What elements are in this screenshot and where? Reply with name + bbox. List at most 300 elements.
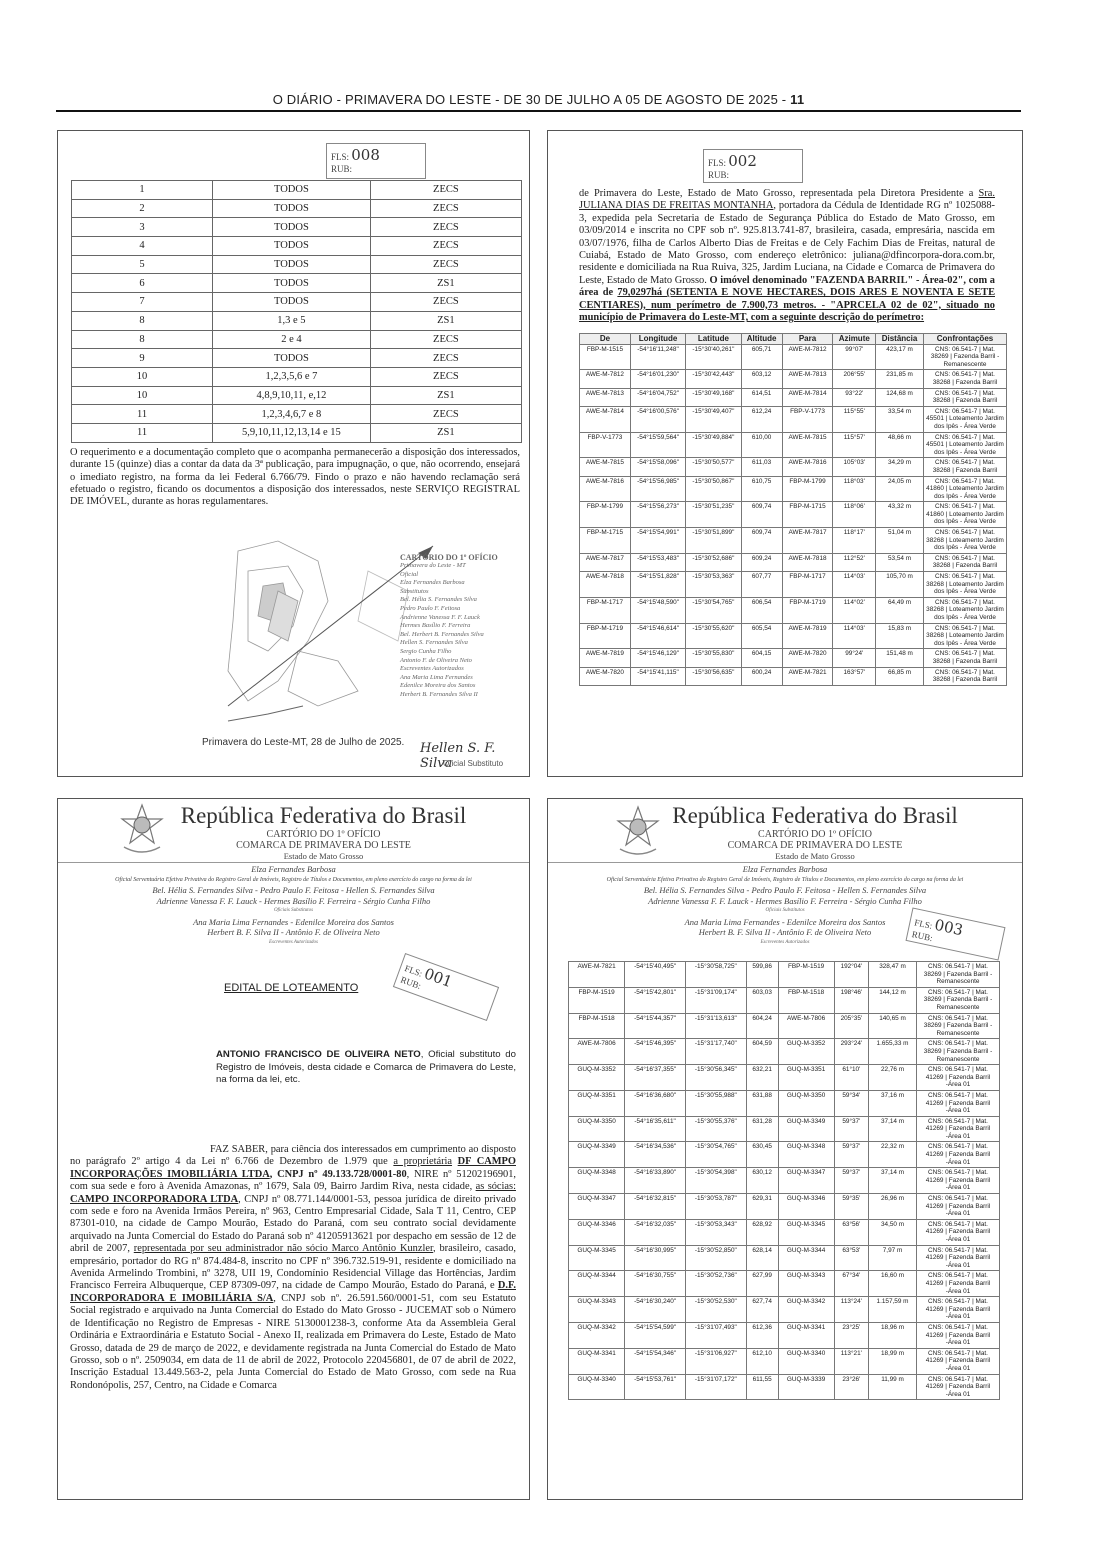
property-name: O imóvel denominado "FAZENDA BARRIL" - Área-02", com a área de xyxy=(579,274,995,299)
table-row xyxy=(569,1271,1000,1297)
col-longitude: -54°15'41,115" xyxy=(630,667,685,685)
col-altitude: 603,12 xyxy=(741,370,782,388)
zone-lots: 1,2,3,4,6,7 e 8 xyxy=(213,405,371,424)
col-to: AWE-M-7819 xyxy=(782,623,833,649)
col-from: GUQ-M-3348 xyxy=(569,1168,625,1194)
col-distance: 18,96 m xyxy=(869,1322,917,1348)
zone-class: ZECS xyxy=(370,199,521,218)
zone-lots: TODOS xyxy=(213,237,371,256)
col-longitude: -54°16'00,576" xyxy=(630,406,685,432)
col-from: AWE-M-7814 xyxy=(580,406,631,432)
col-boundary: CNS: 06.541-7 | Mat. 41269 | Fazenda Barril -Área 01 xyxy=(917,1090,1000,1116)
table-row xyxy=(580,458,1007,476)
col-altitude: 631,88 xyxy=(746,1090,778,1116)
zone-number: 2 xyxy=(72,199,213,218)
brazil-coat-of-arms-icon xyxy=(614,805,662,857)
fls-number: 001 xyxy=(421,964,455,992)
col-longitude: -54°15'54,346" xyxy=(625,1348,686,1374)
official-paragraph xyxy=(216,1049,516,1087)
zone-class: ZECS xyxy=(370,237,521,256)
table-row xyxy=(580,432,1007,458)
fls-number: 002 xyxy=(728,152,757,170)
col-azimuth: 192°04' xyxy=(834,962,868,988)
col-boundary: CNS: 06.541-7 | Mat. 38269 | Fazenda Barril - Remanescente xyxy=(917,1039,1000,1065)
col-distance: 22,76 m xyxy=(869,1065,917,1091)
col-distance: 140,65 m xyxy=(869,1013,917,1039)
col-azimuth: 115°57' xyxy=(833,432,876,458)
col-boundary: CNS: 06.541-7 | Mat. 41269 | Fazenda Barril -Área 01 xyxy=(917,1116,1000,1142)
fls-label: FLS: xyxy=(331,152,350,162)
col-latitude: -15°30'53,787" xyxy=(685,1194,746,1220)
zone-lots: TODOS xyxy=(213,199,371,218)
col-from: FBP-M-1515 xyxy=(580,344,631,370)
col-latitude: -15°30'49,168" xyxy=(686,388,741,406)
table-row xyxy=(569,1090,1000,1116)
col-from: AWE-M-7817 xyxy=(580,553,631,571)
company-3-name: D.F. INCORPORADORA E IMOBILIÁRIA S/A xyxy=(70,1280,516,1304)
signature: Hellen S. F. Silva xyxy=(420,741,496,771)
col-latitude: -15°31'07,493" xyxy=(685,1322,746,1348)
col-longitude: -54°15'54,599" xyxy=(625,1322,686,1348)
col-latitude: -15°30'52,850" xyxy=(685,1245,746,1271)
col-azimuth: 59°34' xyxy=(834,1090,868,1116)
col-boundary: CNS: 06.541-7 | Mat. 45501 | Loteamento Jardim dos Ipês - Área Verde xyxy=(924,432,1007,458)
page-number: 11 xyxy=(790,92,805,107)
col-from: FBP-V-1773 xyxy=(580,432,631,458)
col-altitude: 628,92 xyxy=(746,1219,778,1245)
table-row xyxy=(569,1348,1000,1374)
col-latitude: -15°30'52,686" xyxy=(686,553,741,571)
cartorio-stamp-title: CARTÓRIO DO 1º OFÍCIO xyxy=(400,553,498,562)
col-boundary: CNS: 06.541-7 | Mat. 41269 | Fazenda Barril -Área 01 xyxy=(917,1065,1000,1091)
header-to: Para xyxy=(782,334,833,345)
col-distance: 53,54 m xyxy=(876,553,924,571)
clerks-label: Escreventes Autorizados xyxy=(268,939,319,945)
col-boundary: CNS: 06.541-7 | Mat. 41269 | Fazenda Barril -Área 01 xyxy=(917,1322,1000,1348)
state-name: Estado de Mato Grosso xyxy=(775,851,855,861)
col-distance: 15,83 m xyxy=(876,623,924,649)
col-from: GUQ-M-3351 xyxy=(569,1090,625,1116)
col-boundary: CNS: 06.541-7 | Mat. 41269 | Fazenda Barril -Área 01 xyxy=(917,1374,1000,1400)
col-azimuth: 59°37' xyxy=(834,1116,868,1142)
col-latitude: -15°31'09,174" xyxy=(685,987,746,1013)
col-boundary: CNS: 06.541-7 | Mat. 38268 | Fazenda Barril xyxy=(924,553,1007,571)
stamp-line: Pedro Paulo F. Feitosa xyxy=(400,604,461,612)
col-azimuth: 205°35' xyxy=(834,1013,868,1039)
col-azimuth: 113°21' xyxy=(834,1348,868,1374)
col-distance: 144,12 m xyxy=(869,987,917,1013)
col-longitude: -54°15'48,590" xyxy=(630,597,685,623)
table-row xyxy=(569,1245,1000,1271)
table-row xyxy=(72,274,522,293)
col-longitude: -54°16'11,248" xyxy=(630,344,685,370)
faz-saber-text: FAZ SABER, para ciência dos interessados em cumprimento ao disposto no parágrafo 2º artigo 4 da Lei nº 6.766 de Dezembro de 1.979 que xyxy=(70,1144,516,1168)
col-azimuth: 23°25' xyxy=(834,1322,868,1348)
col-to: AWE-M-7818 xyxy=(782,553,833,571)
table-row xyxy=(72,330,522,349)
col-to: FBP-M-1717 xyxy=(782,572,833,598)
col-to: GUQ-M-3339 xyxy=(778,1374,834,1400)
col-to: GUQ-M-3344 xyxy=(778,1245,834,1271)
col-boundary: CNS: 06.541-7 | Mat. 38268 | Fazenda Barril xyxy=(924,458,1007,476)
masthead-rule xyxy=(56,110,1021,112)
col-altitude: 604,15 xyxy=(741,649,782,667)
col-azimuth: 118°03' xyxy=(833,476,876,502)
col-distance: 33,54 m xyxy=(876,406,924,432)
company-1-name: DF CAMPO INCORPORAÇÕES IMOBILIÁRIA LTDA xyxy=(70,1156,516,1180)
col-longitude: -54°15'59,564" xyxy=(630,432,685,458)
col-latitude: -15°30'50,867" xyxy=(686,476,741,502)
zone-number: 1 xyxy=(72,181,213,200)
table-row xyxy=(580,597,1007,623)
col-longitude: -54°15'46,129" xyxy=(630,649,685,667)
company-2-name: CAMPO INCORPORADORA LTDA xyxy=(70,1193,239,1205)
stamp-line: Antonio F. de Oliveira Neto xyxy=(400,656,472,664)
col-longitude: -54°15'58,096" xyxy=(630,458,685,476)
col-distance: 26,96 m xyxy=(869,1194,917,1220)
table-row xyxy=(72,367,522,386)
col-to: FBP-V-1773 xyxy=(782,406,833,432)
col-latitude: -15°30'42,443" xyxy=(686,370,741,388)
zone-class: ZECS xyxy=(370,293,521,312)
body-text-2: , CNPJ nº 08.771.144/0001-53, pessoa jurídica de direito privado com sede e foro na Avenida Irmãos Pereira, nº 963, Centro Empresarial Cidade, Sala T 11, Centro, CEP 87301-010, na cidade de Campo Mourão, Estado do Paraná, com seu contrato social devidamente arquivado na Junta Comercial do Estado do Paraná sob nº 41205913621 por despacho em sessão de 12 de abril de 2007, xyxy=(70,1193,516,1255)
col-latitude: -15°30'49,884" xyxy=(686,432,741,458)
col-from: AWE-M-7806 xyxy=(569,1039,625,1065)
col-boundary: CNS: 06.541-7 | Mat. 41269 | Fazenda Barril -Área 01 xyxy=(917,1194,1000,1220)
col-longitude: -54°16'30,240" xyxy=(625,1297,686,1323)
intro-paragraph xyxy=(579,188,995,324)
col-azimuth: 198°46' xyxy=(834,987,868,1013)
col-distance: 1.157,59 m xyxy=(869,1297,917,1323)
col-altitude: 604,24 xyxy=(746,1013,778,1039)
col-boundary: CNS: 06.541-7 | Mat. 38268 | Loteamento Jardim dos Ipês - Área Verde xyxy=(924,623,1007,649)
col-altitude: 614,51 xyxy=(741,388,782,406)
col-from: GUQ-M-3352 xyxy=(569,1065,625,1091)
header-longitude: Longitude xyxy=(630,334,685,345)
col-azimuth: 112°52' xyxy=(833,553,876,571)
col-azimuth: 63°56' xyxy=(834,1219,868,1245)
represented-by: representada por seu administrador não sócio Marco Antônio Kunzler xyxy=(133,1243,434,1255)
col-from: GUQ-M-3347 xyxy=(569,1194,625,1220)
table-row xyxy=(580,476,1007,502)
zone-class: ZECS xyxy=(370,367,521,386)
zone-lots: TODOS xyxy=(213,181,371,200)
col-to: AWE-M-7816 xyxy=(782,458,833,476)
col-altitude: 629,31 xyxy=(746,1194,778,1220)
table-row xyxy=(569,1142,1000,1168)
header-rule xyxy=(58,862,529,863)
brazil-coat-of-arms-icon xyxy=(118,803,166,855)
col-distance: 1.655,33 m xyxy=(869,1039,917,1065)
zone-lots: TODOS xyxy=(213,218,371,237)
zone-class: ZECS xyxy=(370,218,521,237)
zone-lots: 1,2,3,5,6 e 7 xyxy=(213,367,371,386)
intro-text-b: , portadora da Cédula de Identidade RG nº 1025088-3, expedida pela Secretaria de Estado de Segurança Pública do Estado de Mato Grosso, em 03/09/2014 e inscrita no CPF sob nº. 925.813.741-87, brasileira, casada, empresária, nascida em 03/07/1976, filha de Carlos Alberto Dias de Freitas e de Cely Fachim Dias de Freitas, natural de Cuiabá, Estado de Mato Grosso, com endereço eletrônico: juliana@dfincorpora-dora.com.br, residente e domiciliada na Rua Ruiva, 325, Jardim Luciana, na Cidade e Comarca de Primavera do Leste, Estado de Mato Grosso. xyxy=(579,200,995,286)
col-azimuth: 105°03' xyxy=(833,458,876,476)
col-to: FBP-M-1519 xyxy=(778,962,834,988)
zone-lots: TODOS xyxy=(213,293,371,312)
header-boundary: Confrontações xyxy=(924,334,1007,345)
col-latitude: -15°30'55,620" xyxy=(686,623,741,649)
fls-stamp xyxy=(703,149,803,183)
header-from: De xyxy=(580,334,631,345)
zone-number: 6 xyxy=(72,274,213,293)
col-latitude: -15°30'54,765" xyxy=(686,597,741,623)
rub-label: RUB: xyxy=(331,164,353,174)
col-longitude: -54°16'32,035" xyxy=(625,1219,686,1245)
col-distance: 16,60 m xyxy=(869,1271,917,1297)
col-altitude: 610,00 xyxy=(741,432,782,458)
col-altitude: 600,24 xyxy=(741,667,782,685)
table-row xyxy=(569,1013,1000,1039)
property-area: 79,0297há (SETENTA E NOVE HECTARES, DOIS ARES E NOVENTA E SETE CENTIARES), num perímetro de 7.900,73 metros. - "APRCELA 02 de 02", situado no município de Primavera do Leste-MT, com a seguinte descrição do perímetro: xyxy=(579,287,995,324)
col-boundary: CNS: 06.541-7 | Mat. 38268 | Fazenda Barril xyxy=(924,370,1007,388)
body-text-3: , brasileiro, casado, empresário, portador do RG nº 874.484-8, inscrito no CPF nº 396.732.519-91, residente e domiciliado na Avenida Armelindo Trombini, nº 3278, UII 19, Condomínio Residencial Village das Hortências, Jardim Francisco Ferreira Albuquerque, CEP 87309-097, na cidade de Campo Mourão, Estado do Paraná, e xyxy=(70,1243,517,1292)
col-latitude: -15°30'40,261" xyxy=(686,344,741,370)
socias-label: as sócias: xyxy=(475,1181,516,1193)
header-distance: Distância xyxy=(876,334,924,345)
zone-number: 7 xyxy=(72,293,213,312)
col-from: AWE-M-7819 xyxy=(580,649,631,667)
col-azimuth: 118°17' xyxy=(833,528,876,554)
header-rule xyxy=(548,862,1022,863)
col-altitude: 632,21 xyxy=(746,1065,778,1091)
body-text-1: , NIRE nº 51202196901, com sua sede e foro à Avenida Amazonas, nº 1679, Sala 09, Bairro Jardim Riva, nesta cidade, xyxy=(70,1168,517,1193)
col-to: AWE-M-7814 xyxy=(782,388,833,406)
col-to: AWE-M-7817 xyxy=(782,528,833,554)
notice-paragraph: O requerimento e a documentação completo que o acompanha permanecerão a disposição dos interessados, durante 15 (quinze) dias a contar da data da 3ª publicação, para impugnação, o que, não ocorrendo, ensejará o imediato registro, na forma da lei Federal 6.766/79. Findo o prazo e não havendo reclamação será efetuado o registro, ficando os documentos a disposição dos interessados, neste SERVIÇO REGISTRAL DE IMÓVEL, durante as horas regulamentares. xyxy=(70,447,520,508)
col-boundary: CNS: 06.541-7 | Mat. 41269 | Fazenda Barril -Área 01 xyxy=(917,1142,1000,1168)
col-from: GUQ-M-3346 xyxy=(569,1219,625,1245)
zone-number: 9 xyxy=(72,349,213,368)
zone-number: 4 xyxy=(72,237,213,256)
clerks-line-2: Herbert B. F. Silva II - Antônio F. de Oliveira Neto xyxy=(698,927,872,937)
table-row xyxy=(580,667,1007,685)
zone-number: 8 xyxy=(72,330,213,349)
col-boundary: CNS: 06.541-7 | Mat. 38268 | Fazenda Barril xyxy=(924,667,1007,685)
col-to: GUQ-M-3346 xyxy=(778,1194,834,1220)
col-latitude: -15°30'55,988" xyxy=(685,1090,746,1116)
col-azimuth: 293°24' xyxy=(834,1039,868,1065)
col-boundary: CNS: 06.541-7 | Mat. 45501 | Loteamento Jardim dos Ipês - Área Verde xyxy=(924,406,1007,432)
col-from: FBP-M-1715 xyxy=(580,528,631,554)
substitutes-label: Oficiais Substitutos xyxy=(765,908,805,913)
col-longitude: -54°15'51,828" xyxy=(630,572,685,598)
col-boundary: CNS: 06.541-7 | Mat. 41860 | Loteamento Jardim dos Ipês - Área Verde xyxy=(924,476,1007,502)
col-to: FBP-M-1715 xyxy=(782,502,833,528)
stamp-line: Elza Fernandes Barbosa xyxy=(400,579,465,587)
zone-lots: TODOS xyxy=(213,349,371,368)
col-altitude: 604,59 xyxy=(746,1039,778,1065)
panel-perimeter-table xyxy=(547,130,1023,777)
col-distance: 43,32 m xyxy=(876,502,924,528)
col-azimuth: 93°22' xyxy=(833,388,876,406)
col-latitude: -15°31'06,927" xyxy=(685,1348,746,1374)
proprietaria-text: a proprietária xyxy=(393,1156,453,1168)
substitutes-line-2: Adrienne Vanessa F. F. Lauck - Hermes Basílio F. Ferreira - Sérgio Cunha Filho xyxy=(648,895,922,906)
col-boundary: CNS: 06.541-7 | Mat. 41269 | Fazenda Barril -Área 01 xyxy=(917,1245,1000,1271)
fls-stamp xyxy=(326,143,426,179)
col-azimuth: 206°55' xyxy=(833,370,876,388)
col-altitude: 612,36 xyxy=(746,1322,778,1348)
col-distance: 151,48 m xyxy=(876,649,924,667)
col-to: GUQ-M-3340 xyxy=(778,1348,834,1374)
col-to: GUQ-M-3343 xyxy=(778,1271,834,1297)
col-to: AWE-M-7815 xyxy=(782,432,833,458)
table-row xyxy=(72,255,522,274)
col-to: GUQ-M-3350 xyxy=(778,1090,834,1116)
col-longitude: -54°15'53,483" xyxy=(630,553,685,571)
col-from: FBP-M-1519 xyxy=(569,987,625,1013)
table-row xyxy=(569,1297,1000,1323)
col-boundary: CNS: 06.541-7 | Mat. 38269 | Fazenda Barril - Remanescente xyxy=(917,962,1000,988)
col-altitude: 609,74 xyxy=(741,502,782,528)
table-row xyxy=(72,386,522,405)
col-longitude: -54°15'46,395" xyxy=(625,1039,686,1065)
col-boundary: CNS: 06.541-7 | Mat. 38268 | Loteamento Jardim dos Ipês - Área Verde xyxy=(924,597,1007,623)
panel-perimeter-continued xyxy=(547,798,1023,1500)
zone-class: ZS1 xyxy=(370,386,521,405)
table-row xyxy=(72,349,522,368)
table-row xyxy=(569,1039,1000,1065)
rub-label: RUB: xyxy=(911,929,934,944)
zone-class: ZECS xyxy=(370,405,521,424)
panel-edital xyxy=(57,798,530,1500)
panel-zoning-table xyxy=(57,130,530,777)
table-row xyxy=(580,406,1007,432)
col-longitude: -54°16'01,230" xyxy=(630,370,685,388)
col-longitude: -54°15'53,761" xyxy=(625,1374,686,1400)
substitutes-line-1: Bel. Hélia S. Fernandes Silva - Pedro Paulo F. Feitosa - Hellen S. Fernandes Silva xyxy=(152,885,435,895)
col-distance: 37,14 m xyxy=(869,1168,917,1194)
stamp-line: Edenilce Moreira dos Santos xyxy=(400,682,476,690)
col-latitude: -15°30'56,345" xyxy=(685,1065,746,1091)
col-distance: 22,32 m xyxy=(869,1142,917,1168)
col-to: FBP-M-1799 xyxy=(782,476,833,502)
zone-number: 10 xyxy=(72,367,213,386)
col-to: AWE-M-7806 xyxy=(778,1013,834,1039)
col-boundary: CNS: 06.541-7 | Mat. 38268 | Fazenda Barril xyxy=(924,649,1007,667)
col-distance: 105,70 m xyxy=(876,572,924,598)
zone-number: 3 xyxy=(72,218,213,237)
col-from: AWE-M-7816 xyxy=(580,476,631,502)
stamp-line: Andrienne Vanessa F. F. Lauck xyxy=(400,613,480,621)
header-azimuth: Azimute xyxy=(833,334,876,345)
table-row xyxy=(72,293,522,312)
col-boundary: CNS: 06.541-7 | Mat. 38268 | Loteamento Jardim dos Ipês - Área Verde xyxy=(924,528,1007,554)
col-azimuth: 59°37' xyxy=(834,1142,868,1168)
col-from: AWE-M-7813 xyxy=(580,388,631,406)
col-distance: 11,99 m xyxy=(869,1374,917,1400)
col-distance: 51,04 m xyxy=(876,528,924,554)
zone-lots: TODOS xyxy=(213,274,371,293)
table-row xyxy=(72,423,522,442)
table-row xyxy=(569,1322,1000,1348)
faz-saber-paragraph xyxy=(70,1144,516,1392)
col-azimuth: 59°35' xyxy=(834,1194,868,1220)
table-row xyxy=(580,553,1007,571)
col-altitude: 599,86 xyxy=(746,962,778,988)
table-row xyxy=(72,237,522,256)
col-latitude: -15°30'53,363" xyxy=(686,572,741,598)
zone-class: ZECS xyxy=(370,181,521,200)
official-name: ANTONIO FRANCISCO DE OLIVEIRA NETO xyxy=(216,1049,421,1060)
col-from: GUQ-M-3340 xyxy=(569,1374,625,1400)
col-azimuth: 114°03' xyxy=(833,623,876,649)
col-distance: 48,66 m xyxy=(876,432,924,458)
perimeter-table xyxy=(579,333,1007,686)
col-boundary: CNS: 06.541-7 | Mat. 38268 | Loteamento Jardim dos Ipês - Área Verde xyxy=(924,572,1007,598)
zone-class: ZECS xyxy=(370,349,521,368)
col-longitude: -54°16'30,995" xyxy=(625,1245,686,1271)
table-row xyxy=(72,199,522,218)
table-row xyxy=(580,344,1007,370)
col-latitude: -15°31'17,740" xyxy=(685,1039,746,1065)
col-altitude: 605,71 xyxy=(741,344,782,370)
col-latitude: -15°30'53,343" xyxy=(685,1219,746,1245)
col-boundary: CNS: 06.541-7 | Mat. 38269 | Fazenda Barril - Remanescente xyxy=(924,344,1007,370)
col-to: GUQ-M-3341 xyxy=(778,1322,834,1348)
stamp-line: Hermes Basílio F. Ferreira xyxy=(400,622,471,630)
stamp-line: Bel. Hélia S. Fernandes Silva xyxy=(400,596,477,604)
zone-class: ZS1 xyxy=(370,311,521,330)
col-azimuth: 115°55' xyxy=(833,406,876,432)
col-boundary: CNS: 06.541-7 | Mat. 41269 | Fazenda Barril -Área 01 xyxy=(917,1219,1000,1245)
rub-label: RUB: xyxy=(399,974,423,992)
col-boundary: CNS: 06.541-7 | Mat. 38269 | Fazenda Barril - Remanescente xyxy=(917,987,1000,1013)
col-to: GUQ-M-3347 xyxy=(778,1168,834,1194)
table-row xyxy=(569,962,1000,988)
col-latitude: -15°30'55,376" xyxy=(685,1116,746,1142)
stamp-line: Ana Maria Lima Fernandes xyxy=(400,673,473,681)
col-longitude: -54°16'32,815" xyxy=(625,1194,686,1220)
col-longitude: -54°16'30,755" xyxy=(625,1271,686,1297)
table-row xyxy=(580,623,1007,649)
col-from: GUQ-M-3344 xyxy=(569,1271,625,1297)
col-longitude: -54°15'56,273" xyxy=(630,502,685,528)
col-distance: 18,99 m xyxy=(869,1348,917,1374)
col-from: AWE-M-7820 xyxy=(580,667,631,685)
zone-lots: TODOS xyxy=(213,255,371,274)
stamp-line: Escreventes Autorizados xyxy=(400,665,464,673)
col-distance: 37,16 m xyxy=(869,1090,917,1116)
col-azimuth: 163°57' xyxy=(833,667,876,685)
col-latitude: -15°30'52,530" xyxy=(685,1297,746,1323)
col-latitude: -15°30'55,830" xyxy=(686,649,741,667)
official-text: , Oficial substituto do Registro de Imóveis, desta cidade e Comarca de Primavera do Leste, na forma da lei, etc. xyxy=(216,1049,516,1085)
col-from: FBP-M-1799 xyxy=(580,502,631,528)
col-longitude: -54°16'34,536" xyxy=(625,1142,686,1168)
col-longitude: -54°15'44,357" xyxy=(625,1013,686,1039)
clerks-line-1: Ana Maria Lima Fernandes - Edenilce Moreira dos Santos xyxy=(684,916,886,927)
substitutes-label: Oficiais Substitutos xyxy=(273,908,314,913)
clerks-line-1: Ana Maria Lima Fernandes - Edenilce Moreira dos Santos xyxy=(193,916,394,927)
col-azimuth: 114°02' xyxy=(833,597,876,623)
col-to: FBP-M-1518 xyxy=(778,987,834,1013)
col-altitude: 627,74 xyxy=(746,1297,778,1323)
clerks-line-2: Herbert B. F. Silva II - Antônio F. de Oliveira Neto xyxy=(207,927,380,937)
table-row xyxy=(569,1194,1000,1220)
col-to: GUQ-M-3351 xyxy=(778,1065,834,1091)
col-azimuth: 23°26' xyxy=(834,1374,868,1400)
header-altitude: Altitude xyxy=(741,334,782,345)
col-distance: 37,14 m xyxy=(869,1116,917,1142)
col-latitude: -15°30'52,736" xyxy=(685,1271,746,1297)
col-from: GUQ-M-3350 xyxy=(569,1116,625,1142)
perimeter-table-continued xyxy=(568,961,1000,1400)
col-boundary: CNS: 06.541-7 | Mat. 41269 | Fazenda Barril -Área 01 xyxy=(917,1271,1000,1297)
col-distance: 231,85 m xyxy=(876,370,924,388)
